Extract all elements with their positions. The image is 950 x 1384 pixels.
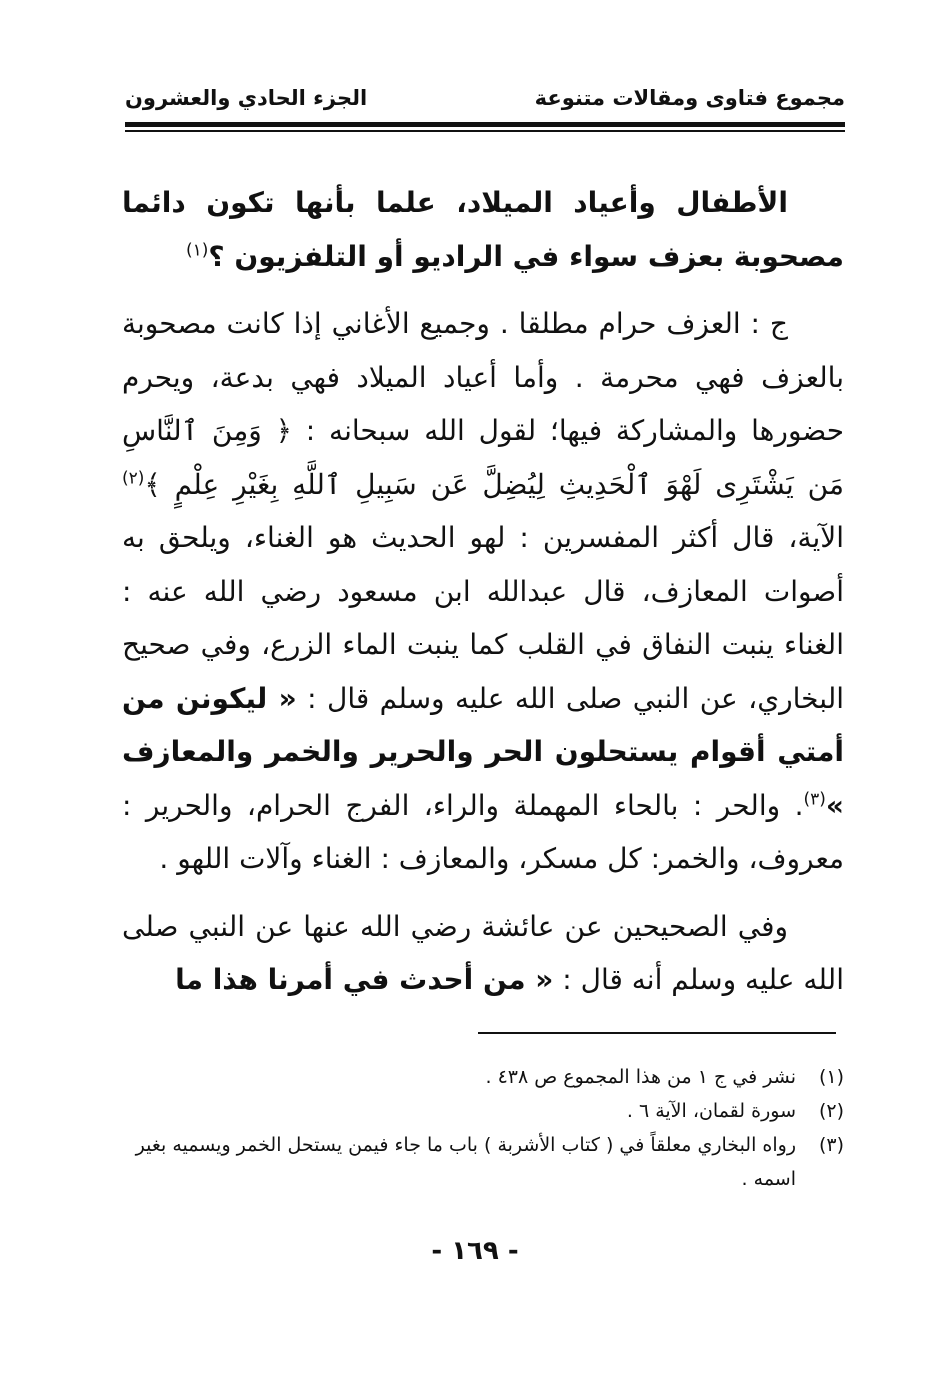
- header-rule-thin: [125, 130, 845, 132]
- answer-text-2: الآية، قال أكثر المفسرين : لهو الحديث هو الغناء، ويلحق به أصوات المعازف، قال عبدالله ابن مسعود رضي الله عنه : الغناء ينبت النفاق في القلب كما ينبت الماء الزرع، وفي صحيح البخاري، عن النبي صلى الله عليه وسلم قال :: [122, 521, 844, 715]
- answer-text-3: . والحر : بالحاء المهملة والراء، الفرج الحرام، والحرير : معروف، والخمر: كل مسكر، والمعازف : الغناء وآلات اللهو .: [122, 788, 844, 875]
- footnote-separator: [478, 1032, 836, 1034]
- footnote-number: (١): [818, 1066, 844, 1088]
- footnote-item: [118, 1060, 844, 1094]
- answer-text-1: ج : العزف حرام مطلقا . وجميع الأغاني إذا كانت مصحوبة بالعزف فهي محرمة . وأما أعياد الميلاد فهي بدعة، ويحرم حضورها والمشاركة فيها؛ لقول الله سبحانه :: [122, 307, 845, 447]
- page-number: - ١٦٩ -: [431, 1236, 519, 1266]
- footnote-number: (٣): [818, 1134, 844, 1156]
- footnote-text: نشر في ج ١ من هذا المجموع ص ٤٣٨ .: [485, 1066, 796, 1088]
- continuation-paragraph: [122, 900, 844, 1007]
- continuation-text: وفي الصحيحين عن عائشة رضي الله عنها عن النبي صلى الله عليه وسلم أنه قال :: [122, 909, 844, 996]
- main-text: [122, 176, 844, 1007]
- quran-verse: ﴿ وَمِنَ ٱلنَّاسِ مَن يَشْتَرِى لَهْوَ ٱلْحَدِيثِ لِيُضِلَّ عَن سَبِيلِ ٱللَّهِ بِغَيْرِ عِلْمٍ ﴾: [122, 414, 844, 501]
- footnote-text: سورة لقمان، الآية ٦ .: [626, 1100, 796, 1122]
- volume-part: الجزء الحادي والعشرون: [125, 86, 368, 110]
- footnote-ref-3: (٣): [803, 789, 826, 810]
- question-text: الأطفال وأعياد الميلاد، علما بأنها تكون دائما مصحوبة بعزف سواء في الراديو أو التلفزيون ؟: [122, 186, 844, 273]
- footnote-ref-2: (٢): [122, 468, 145, 489]
- hadith-quote-2: « من أحدث في أمرنا هذا ما: [175, 963, 554, 996]
- hadith-quote-1: « ليكونن من أمتي أقوام يستحلون الحر والحرير والخمر والمعازف »: [122, 681, 844, 822]
- book-title: مجموع فتاوى ومقالات متنوعة: [534, 86, 845, 110]
- running-header: [125, 86, 845, 118]
- footnote-text: رواه البخاري معلقاً في ( كتاب الأشربة ) باب ما جاء فيمن يستحل الخمر ويسميه بغير اسمه .: [135, 1134, 796, 1190]
- question-paragraph: [122, 176, 844, 283]
- footnotes: [118, 1060, 844, 1196]
- header-rule-thick: [125, 122, 845, 127]
- footnote-ref-1: (١): [185, 240, 209, 261]
- footnote-number: (٢): [818, 1100, 844, 1122]
- footnote-item: [118, 1094, 844, 1128]
- footnote-item: [118, 1128, 844, 1196]
- answer-paragraph: [122, 297, 844, 886]
